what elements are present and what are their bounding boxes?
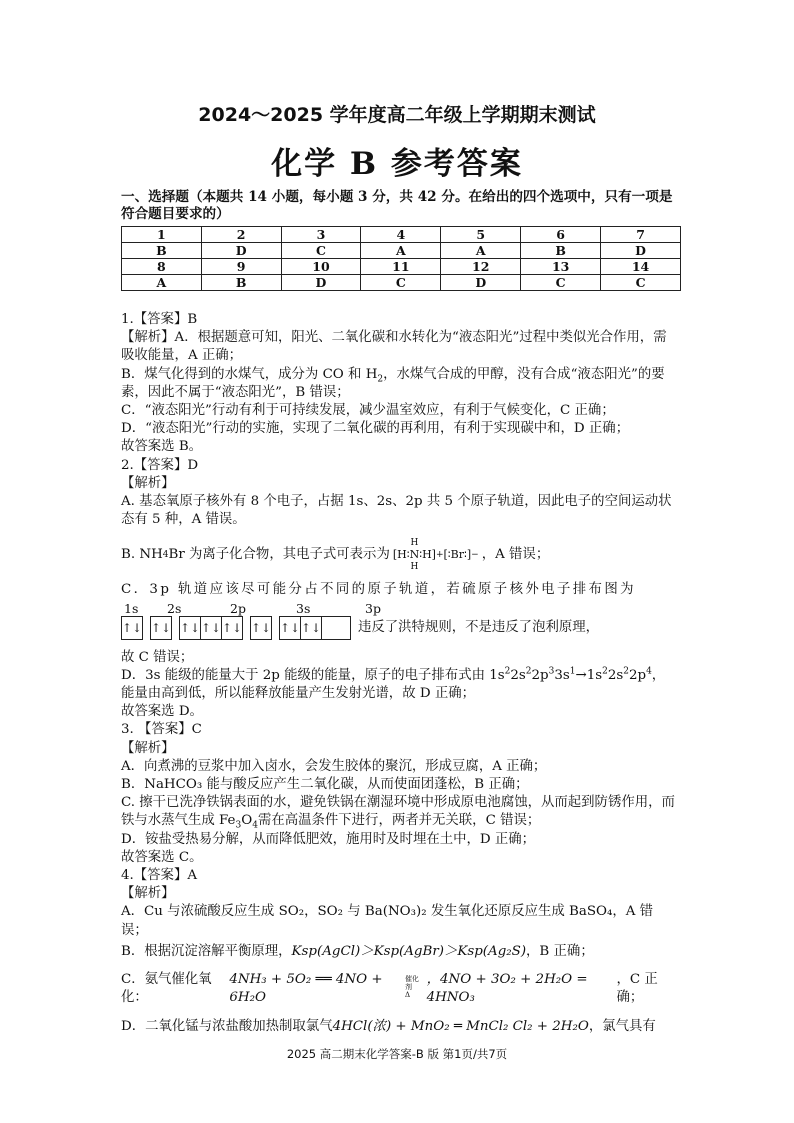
- q2-c: C．3p 轨道应该尽可能分占不同的原子轨道，若硫原子核外电子排布图为: [121, 582, 636, 598]
- answer-table-cell: A: [361, 243, 441, 259]
- answer-table-cell: 8: [122, 259, 202, 275]
- q2-c-end: 故 C 错误；: [121, 649, 194, 665]
- q3-answer: 3. 【答案】C: [121, 722, 202, 738]
- q3-jiexi: 【解析】: [121, 740, 175, 756]
- answer-table-cell: 12: [441, 259, 521, 275]
- answer-table-cell: 7: [601, 227, 681, 243]
- q4-a: A．Cu 与浓硫酸反应生成 SO₂，SO₂ 与 Ba(NO₃)₂ 发生氧化还原反应生成 BaSO₄，A 错误；: [121, 904, 654, 938]
- answer-table-cell: C: [521, 275, 601, 291]
- q4-c: C．氨气催化氧化： 4NH₃ + 5O₂ ══ 4NO + 6H₂O 催化剂 Δ ，4NO + 3O₂ + 2H₂O = 4HNO₃ ，C 正确；: [121, 972, 658, 1006]
- page-footer: 2025 高二期末化学答案-B 版 第1页/共7页: [286, 1047, 508, 1061]
- answer-table-cell: 2: [201, 227, 281, 243]
- q1-end: 故答案选 B。: [121, 439, 203, 455]
- answer-table-cell: 1: [122, 227, 202, 243]
- q2-c-after: 违反了洪特规则，不是违反了泡利原理，: [358, 619, 600, 635]
- answer-table-cell: D: [201, 243, 281, 259]
- answer-table-cell: 11: [361, 259, 441, 275]
- answer-table-cell: D: [601, 243, 681, 259]
- electron-formula: [H∶ H N H ∶H] + [∶ Br ∶] −: [392, 538, 479, 573]
- page-title: 化学 B 参考答案: [271, 146, 523, 182]
- q2-jiexi: 【解析】: [121, 475, 175, 491]
- answer-table-cell: C: [601, 275, 681, 291]
- q3-end: 故答案选 C。: [121, 849, 203, 865]
- q3-a: A．向煮沸的豆浆中加入卤水，会发生胶体的聚沉，形成豆腐，A 正确；: [121, 758, 547, 774]
- answer-table-row: [122, 243, 681, 259]
- exam-title: 2024～2025 学年度高二年级上学期期末测试: [198, 104, 596, 126]
- answer-table-row: [122, 275, 681, 291]
- answer-table-cell: 5: [441, 227, 521, 243]
- answer-table-cell: 6: [521, 227, 601, 243]
- q3-d: D．铵盐受热易分解，从而降低肥效，施用时及时埋在土中，D 正确；: [121, 831, 536, 847]
- q2-a: A. 基态氧原子核外有 8 个电子，占据 1s、2s、2p 共 5 个原子轨道，因此电子的空间运动状态有 5 种，A 错误。: [121, 494, 672, 528]
- reaction-condition: 催化剂 Δ: [404, 975, 419, 1000]
- section-heading: 一、选择题（本题共 14 小题，每小题 3 分，共 42 分。在给出的四个选项中，只有一项是符合题目要求的）: [121, 189, 673, 222]
- answer-table-cell: 13: [521, 259, 601, 275]
- q2-answer: 2.【答案】D: [121, 457, 199, 473]
- answer-table-cell: A: [122, 275, 202, 291]
- answer-table-cell: A: [441, 243, 521, 259]
- q4-answer: 4.【答案】A: [121, 868, 198, 884]
- answer-table-cell: 14: [601, 259, 681, 275]
- answer-table-cell: C: [281, 243, 361, 259]
- q2-b: B. NH 4 Br 为离子化合物，其电子式可表示为 [H∶ H N H ∶H] + [∶ Br ∶] − ，A 错误；: [121, 538, 550, 573]
- q4-d: D．二氧化锰与浓盐酸加热制取氯气4HCl(浓) + MnO₂ ═ MnCl₂ Cl₂ + 2H₂O，氯气具有: [121, 1018, 656, 1034]
- answer-table-cell: D: [441, 275, 521, 291]
- q1-c: C．“液态阳光”行动有利于可持续发展，减少温室效应，有利于气候变化，C 正确；: [121, 403, 615, 419]
- answer-table: [121, 226, 681, 291]
- answer-table-cell: 10: [281, 259, 361, 275]
- q4-b: B．根据沉淀溶解平衡原理，Ksp(AgCl)＞Ksp(AgBr)＞Ksp(Ag₂S)，B 正确；: [121, 943, 594, 959]
- explanations: [121, 311, 677, 1036]
- answer-table-cell: 3: [281, 227, 361, 243]
- q3-c: C. 擦干已洗净铁锅表面的水，避免铁锅在潮湿环境中形成原电池腐蚀，从而起到防锈作用，而铁与水蒸气生成 $Fe_3O_4$需在高温条件下进行，两者并无关联，C 错误；: [121, 795, 675, 832]
- orbital-labels: 1s 2s 2p 3s 3p: [124, 600, 381, 616]
- answer-table-cell: D: [281, 275, 361, 291]
- answer-table-cell: B: [122, 243, 202, 259]
- q2-d: D．3s 能级的能量大于 2p 能级的能量，原子的电子排布式由 $1s^22s^22p^33s^1\to 1s^22s^22p^4$，能量由高到低，所以能释放能量产生发射光谱，故 D 正确；: [121, 666, 666, 702]
- answer-table-cell: B: [201, 275, 281, 291]
- q1-a: 【解析】A．根据题意可知，阳光、二氧化碳和水转化为“液态阳光”过程中类似光合作用，需吸收能量，A 正确；: [121, 330, 667, 364]
- q1-d: D．“液态阳光”行动的实施，实现了二氧化碳的再利用，有利于实现碳中和，D 正确；: [121, 421, 630, 437]
- answer-table-row: [122, 259, 681, 275]
- answer-table-cell: 4: [361, 227, 441, 243]
- answer-table-row: [122, 227, 681, 243]
- answer-table-cell: B: [521, 243, 601, 259]
- answer-table-cell: 9: [201, 259, 281, 275]
- q1-b: B．煤气化得到的水煤气，成分为 CO 和 $H_2$，水煤气合成的甲醇，没有合成“液态阳光”的要素，因此不属于“液态阳光”，B 错误；: [121, 366, 665, 400]
- q4-jiexi: 【解析】: [121, 886, 175, 902]
- orbital-diagram: ↑↓ ↑↓ ↑↓ ↑↓ ↑↓ ↑↓ ↑↓ ↑↓ 违反了洪特规则，不是违反了泡利原理，: [121, 615, 677, 641]
- q2-end: 故答案选 D。: [121, 704, 203, 720]
- q1-answer: 1.【答案】B: [121, 312, 198, 327]
- answer-table-cell: C: [361, 275, 441, 291]
- q3-b: B．NaHCO₃ 能与酸反应产生二氧化碳，从而使面团蓬松，B 正确；: [121, 777, 529, 793]
